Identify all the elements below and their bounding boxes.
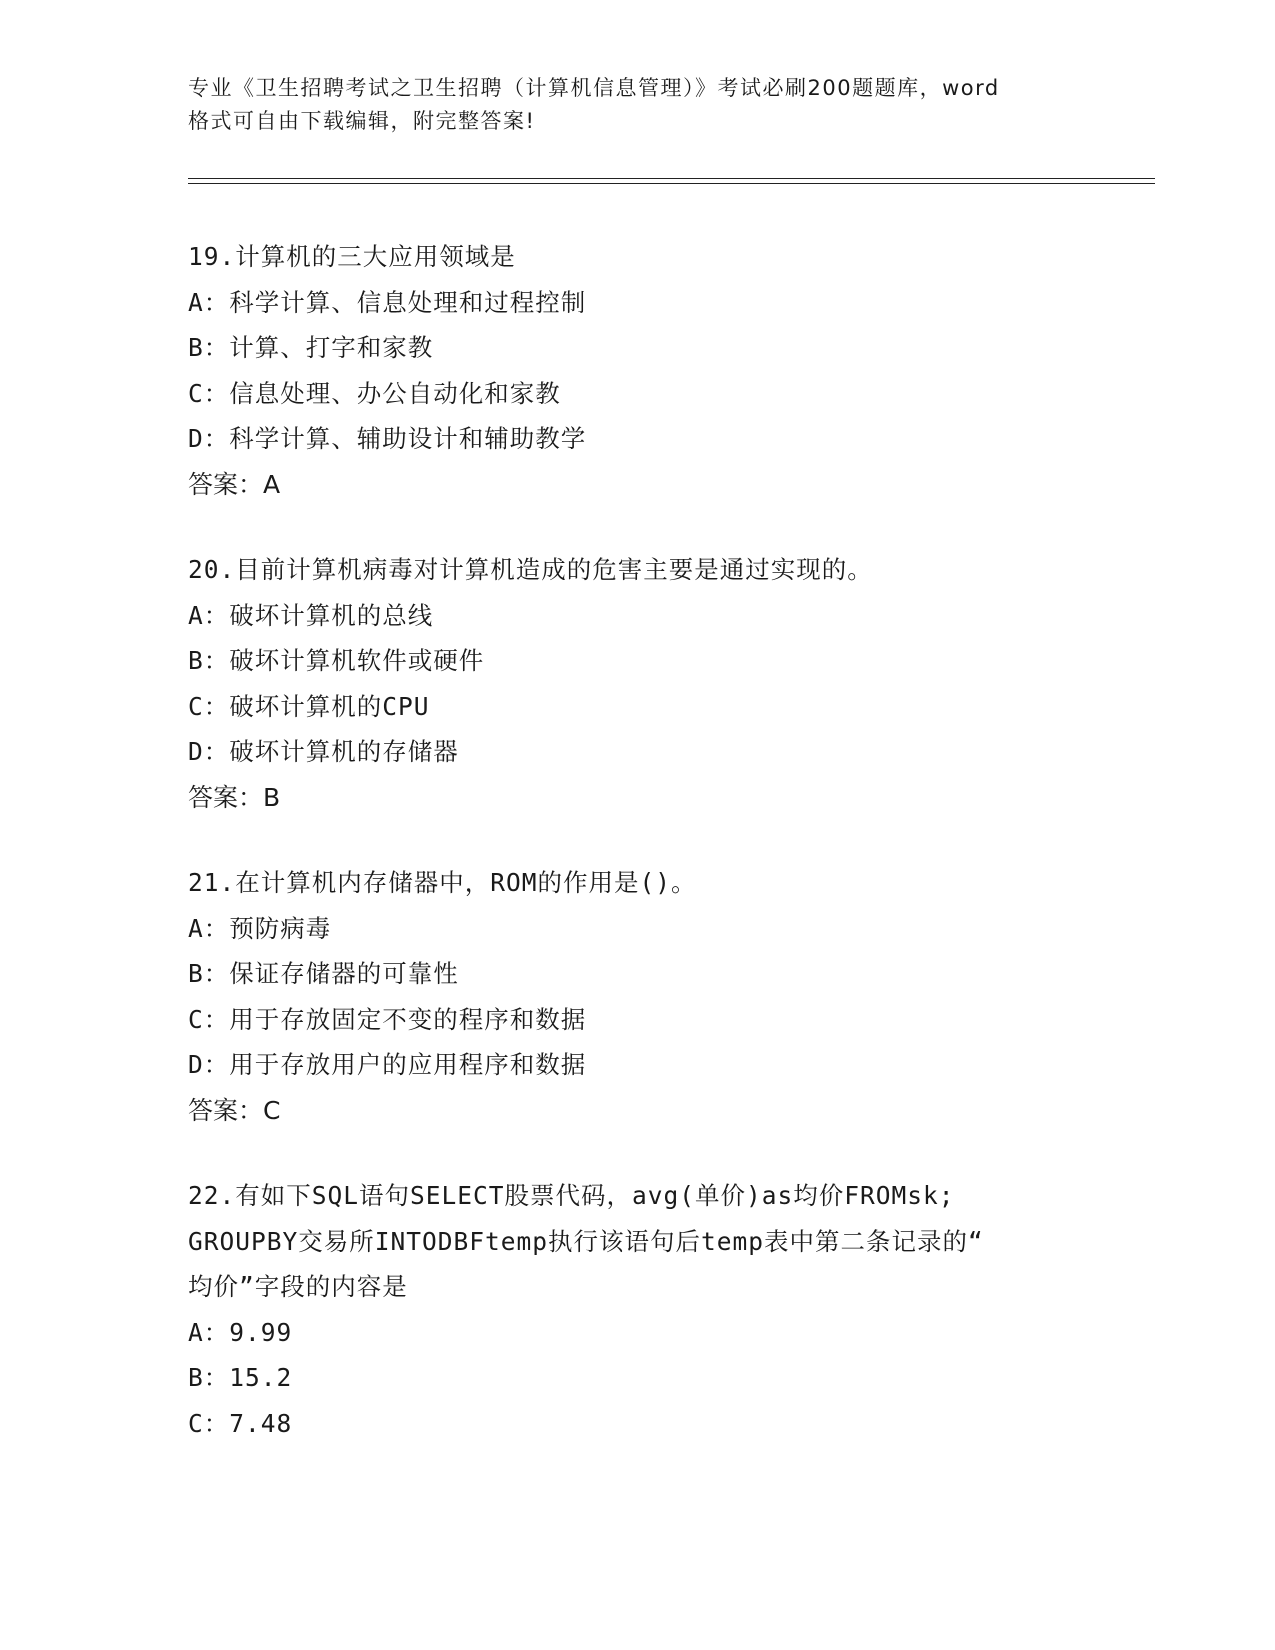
question-option: C：信息处理、办公自动化和家教 bbox=[188, 378, 561, 408]
question-option: A：9.99 bbox=[188, 1317, 293, 1347]
document-header bbox=[188, 72, 1088, 138]
question-stem: 20.目前计算机病毒对计算机造成的危害主要是通过实现的。 bbox=[188, 555, 873, 584]
question-option: A：预防病毒 bbox=[188, 913, 332, 943]
question-option: B：计算、打字和家教 bbox=[188, 333, 434, 362]
question-option: D：科学计算、辅助设计和辅助教学 bbox=[188, 424, 587, 453]
question-answer: 答案：B bbox=[188, 782, 281, 812]
question-option: C：破坏计算机的CPU bbox=[188, 691, 430, 721]
question-stem: 19.计算机的三大应用领域是 bbox=[188, 242, 516, 271]
question-list bbox=[188, 234, 1088, 1486]
question-option: A：科学计算、信息处理和过程控制 bbox=[188, 287, 587, 317]
header-divider-bottom bbox=[188, 183, 1155, 184]
question-option: B：破坏计算机软件或硬件 bbox=[188, 646, 485, 675]
question-option: D：用于存放用户的应用程序和数据 bbox=[188, 1050, 587, 1079]
header-title-line-1: 专业《卫生招聘考试之卫生招聘（计算机信息管理）》考试必刷200题题库，word bbox=[188, 76, 1000, 100]
question-block bbox=[188, 1173, 1088, 1446]
question-answer: 答案：C bbox=[188, 1095, 281, 1125]
question-answer: 答案：A bbox=[188, 469, 281, 499]
question-option: C：7.48 bbox=[188, 1408, 293, 1438]
question-stem: 均价”字段的内容是 bbox=[188, 1272, 408, 1301]
question-stem: 22.有如下SQL语句SELECT股票代码，avg(单价)as均价FROMsk; bbox=[188, 1181, 955, 1210]
question-block bbox=[188, 234, 1088, 507]
question-block bbox=[188, 860, 1088, 1133]
question-option: A：破坏计算机的总线 bbox=[188, 600, 434, 630]
question-block bbox=[188, 547, 1088, 820]
question-stem: GROUPBY交易所INTODBFtemp执行该语句后temp表中第二条记录的“ bbox=[188, 1226, 984, 1256]
question-stem: 21.在计算机内存储器中，ROM的作用是()。 bbox=[188, 868, 697, 897]
question-option: B：保证存储器的可靠性 bbox=[188, 959, 459, 988]
header-divider-top bbox=[188, 178, 1155, 179]
question-option: C：用于存放固定不变的程序和数据 bbox=[188, 1004, 587, 1034]
question-option: D：破坏计算机的存储器 bbox=[188, 737, 459, 766]
question-option: B：15.2 bbox=[188, 1363, 293, 1392]
header-title-line-2: 格式可自由下载编辑，附完整答案! bbox=[188, 109, 536, 133]
